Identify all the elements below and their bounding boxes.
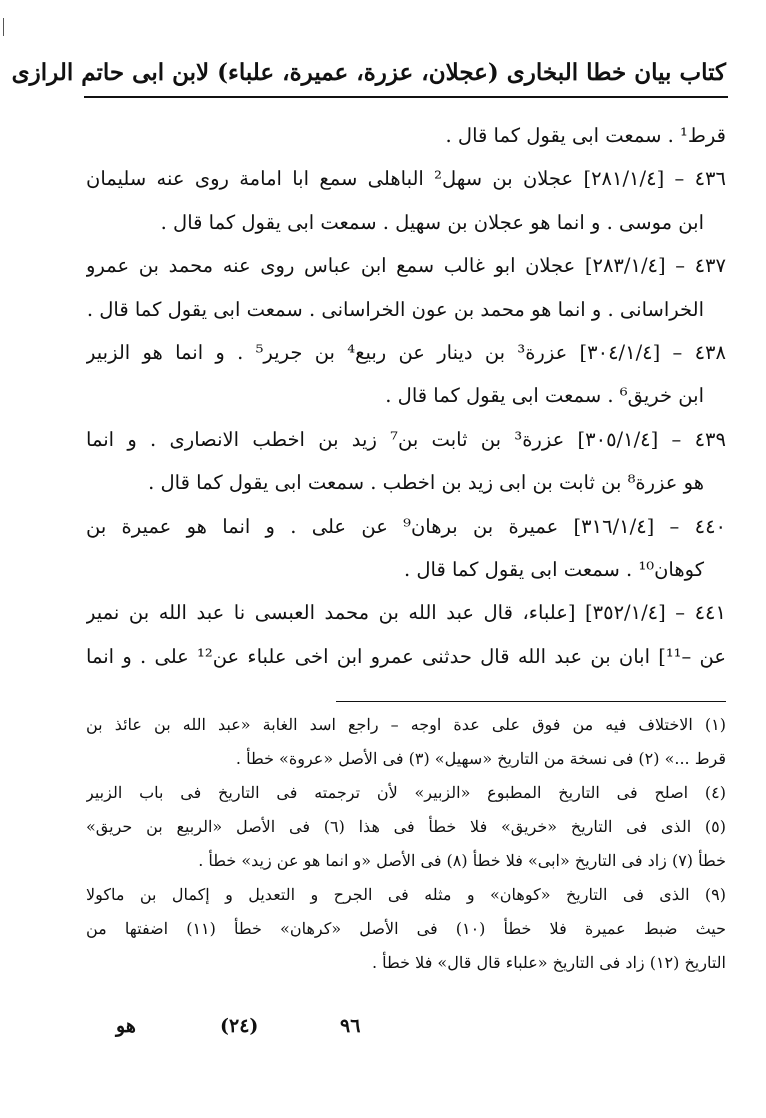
footnote-line: (٥) الذى فى التاريخ «خريق» فلا خطأ فى هذا (٦) فى الأصل «الربيع بن حريق» [86,817,726,836]
body-line: ابن موسى . و انما هو عجلان بن سهيل . سمعت ابى يقول كما قال . [160,210,704,234]
body-text [86,114,726,678]
entry-437-line: ٤٣٧ – [٢٨٣/١/٤] عجلان ابو غالب سمع ابن عباس روى عنه محمد بن عمرو [86,254,726,278]
footnote-line: حيث ضبط عميرة فلا خطأ (١٠) فى الأصل «كرهان» خطأ (١١) اضفتها من [86,919,726,938]
footnote-line: (١) الاختلاف فيه من فوق على عدة اوجه – راجع اسد الغابة «عبد الله بن عائذ بن [86,715,726,734]
footnote-line: خطأ (٧) زاد فى التاريخ «ابى» فلا خطأ (٨) فى الأصل «و انما هو عن زيد» خطأ . [198,851,726,870]
page-number: ٩٦ [340,1015,361,1037]
body-line: كوهان¹⁰ . سمعت ابى يقول كما قال . [403,557,704,581]
body-line: هو عزرة⁸ بن ثابت بن ابى زيد بن اخطب . سمعت ابى يقول كما قال . [148,471,704,495]
volume-number: (٢٤) [220,1015,259,1037]
footnote-line: قرط ...» (٢) فى نسخة من التاريخ «سهيل» (٣) فى الأصل «عروة» خطأ . [235,749,726,768]
entry-438-line: ٤٣٨ – [٣٠٤/١/٤] عزرة³ بن دينار عن ربيع⁴ بن جرير⁵ . و انما هو الزبير [86,340,726,364]
entry-441-line: ٤٤١ – [٣٥٢/١/٤] [علباء، قال عبد الله بن محمد العبسى نا عبد الله بن نمير [86,601,726,625]
footnotes [86,708,726,980]
margin-mark [3,18,4,36]
footnote-rule [336,701,726,702]
entry-439-line: ٤٣٩ – [٣٠٥/١/٤] عزرة³ بن ثابت بن⁷ زيد بن اخطب الانصارى . و انما [86,427,726,451]
body-line: الخراسانى . و انما هو محمد بن عون الخراسانى . سمعت ابى يقول كما قال . [86,297,704,321]
footnote-line: (٩) الذى فى التاريخ «كوهان» و مثله فى الجرح و التعديل و إكمال بن ماكولا [86,885,726,904]
body-line: ابن خريق⁶ . سمعت ابى يقول كما قال . [385,384,704,408]
body-line: قرط¹ . سمعت ابى يقول كما قال . [445,124,726,147]
entry-440-line: ٤٤٠ – [٣١٦/١/٤] عميرة بن برهان⁹ عن على . و انما هو عميرة بن [86,514,726,538]
page-footer [86,1008,726,1044]
header-rule [84,96,728,98]
running-header: كتاب بيان خطا البخارى (عجلان، عزرة، عميرة، علباء) لابن ابى حاتم الرازى [11,59,726,86]
footnote-line: التاريخ (١٢) زاد فى التاريخ «علباء قال قال» فلا خطأ . [372,953,726,972]
body-line: عن –¹¹] ابان بن عبد الله قال حدثنى عمرو ابن اخى علباء عن¹² على . و انما [86,644,726,668]
footnote-line: (٤) اصلح فى التاريخ المطبوع «الزبير» لأن ترجمته فى التاريخ فى باب الزبير [86,783,726,802]
catchword: هو [116,1015,136,1037]
entry-436-line: ٤٣٦ – [٢٨١/١/٤] عجلان بن سهل² الباهلى سمع ابا امامة روى عنه سليمان [86,167,726,191]
